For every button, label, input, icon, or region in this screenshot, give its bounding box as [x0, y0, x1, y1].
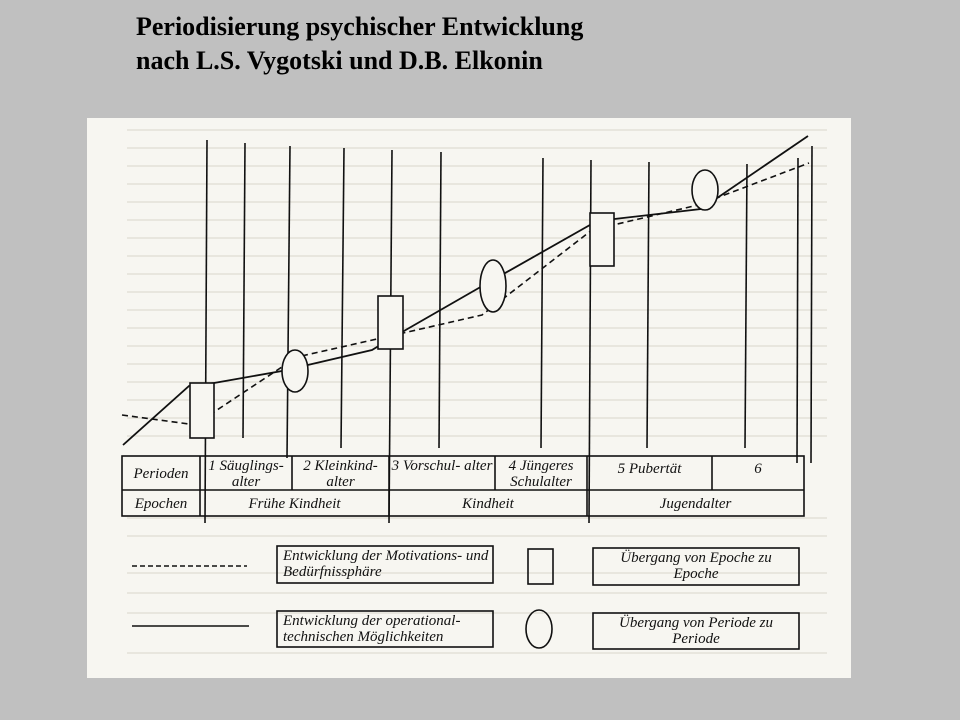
epoch-2-label: Kindheit — [462, 496, 514, 512]
period-4-label: 4 Jüngeres Schulalter — [508, 458, 574, 490]
epoch-transition-box-2 — [378, 296, 403, 349]
legend-epoch-transition-text: Übergang von Epoche zu Epoche — [620, 550, 772, 582]
legend-period-transition-text: Übergang von Periode zu Periode — [619, 615, 773, 647]
period-transition-oval-3 — [692, 170, 718, 210]
slide-title — [136, 10, 583, 78]
epoch-transition-box-1 — [190, 383, 214, 438]
row-label-perioden: Perioden — [133, 466, 189, 482]
period-transition-oval-2 — [480, 260, 506, 312]
period-5-label: 5 Pubertät — [617, 461, 682, 477]
scanned-diagram — [87, 118, 851, 678]
period-2-label: 2 Kleinkind- alter — [303, 458, 378, 490]
title-line-2: nach L.S. Vygotski und D.B. Elkonin — [136, 46, 543, 75]
period-3-label: 3 Vorschul- alter — [391, 458, 493, 474]
row-label-epochen: Epochen — [134, 496, 188, 512]
legend-operational-text: Entwicklung der operational- technischen Möglichkeiten — [283, 613, 461, 645]
epoch-1-label: Frühe Kindheit — [248, 496, 341, 512]
period-transition-oval-1 — [282, 350, 308, 392]
title-line-1: Periodisierung psychischer Entwicklung — [136, 12, 584, 41]
epoch-transition-box-3 — [590, 213, 614, 266]
diagram-svg — [87, 118, 851, 678]
legend-motivation-text: Entwicklung der Motivations- und Bedürfnissphäre — [283, 548, 489, 580]
epoch-3-label: Jugendalter — [659, 496, 732, 512]
period-1-label: 1 Säuglings- alter — [208, 458, 284, 490]
period-6-label: 6 — [754, 461, 762, 477]
